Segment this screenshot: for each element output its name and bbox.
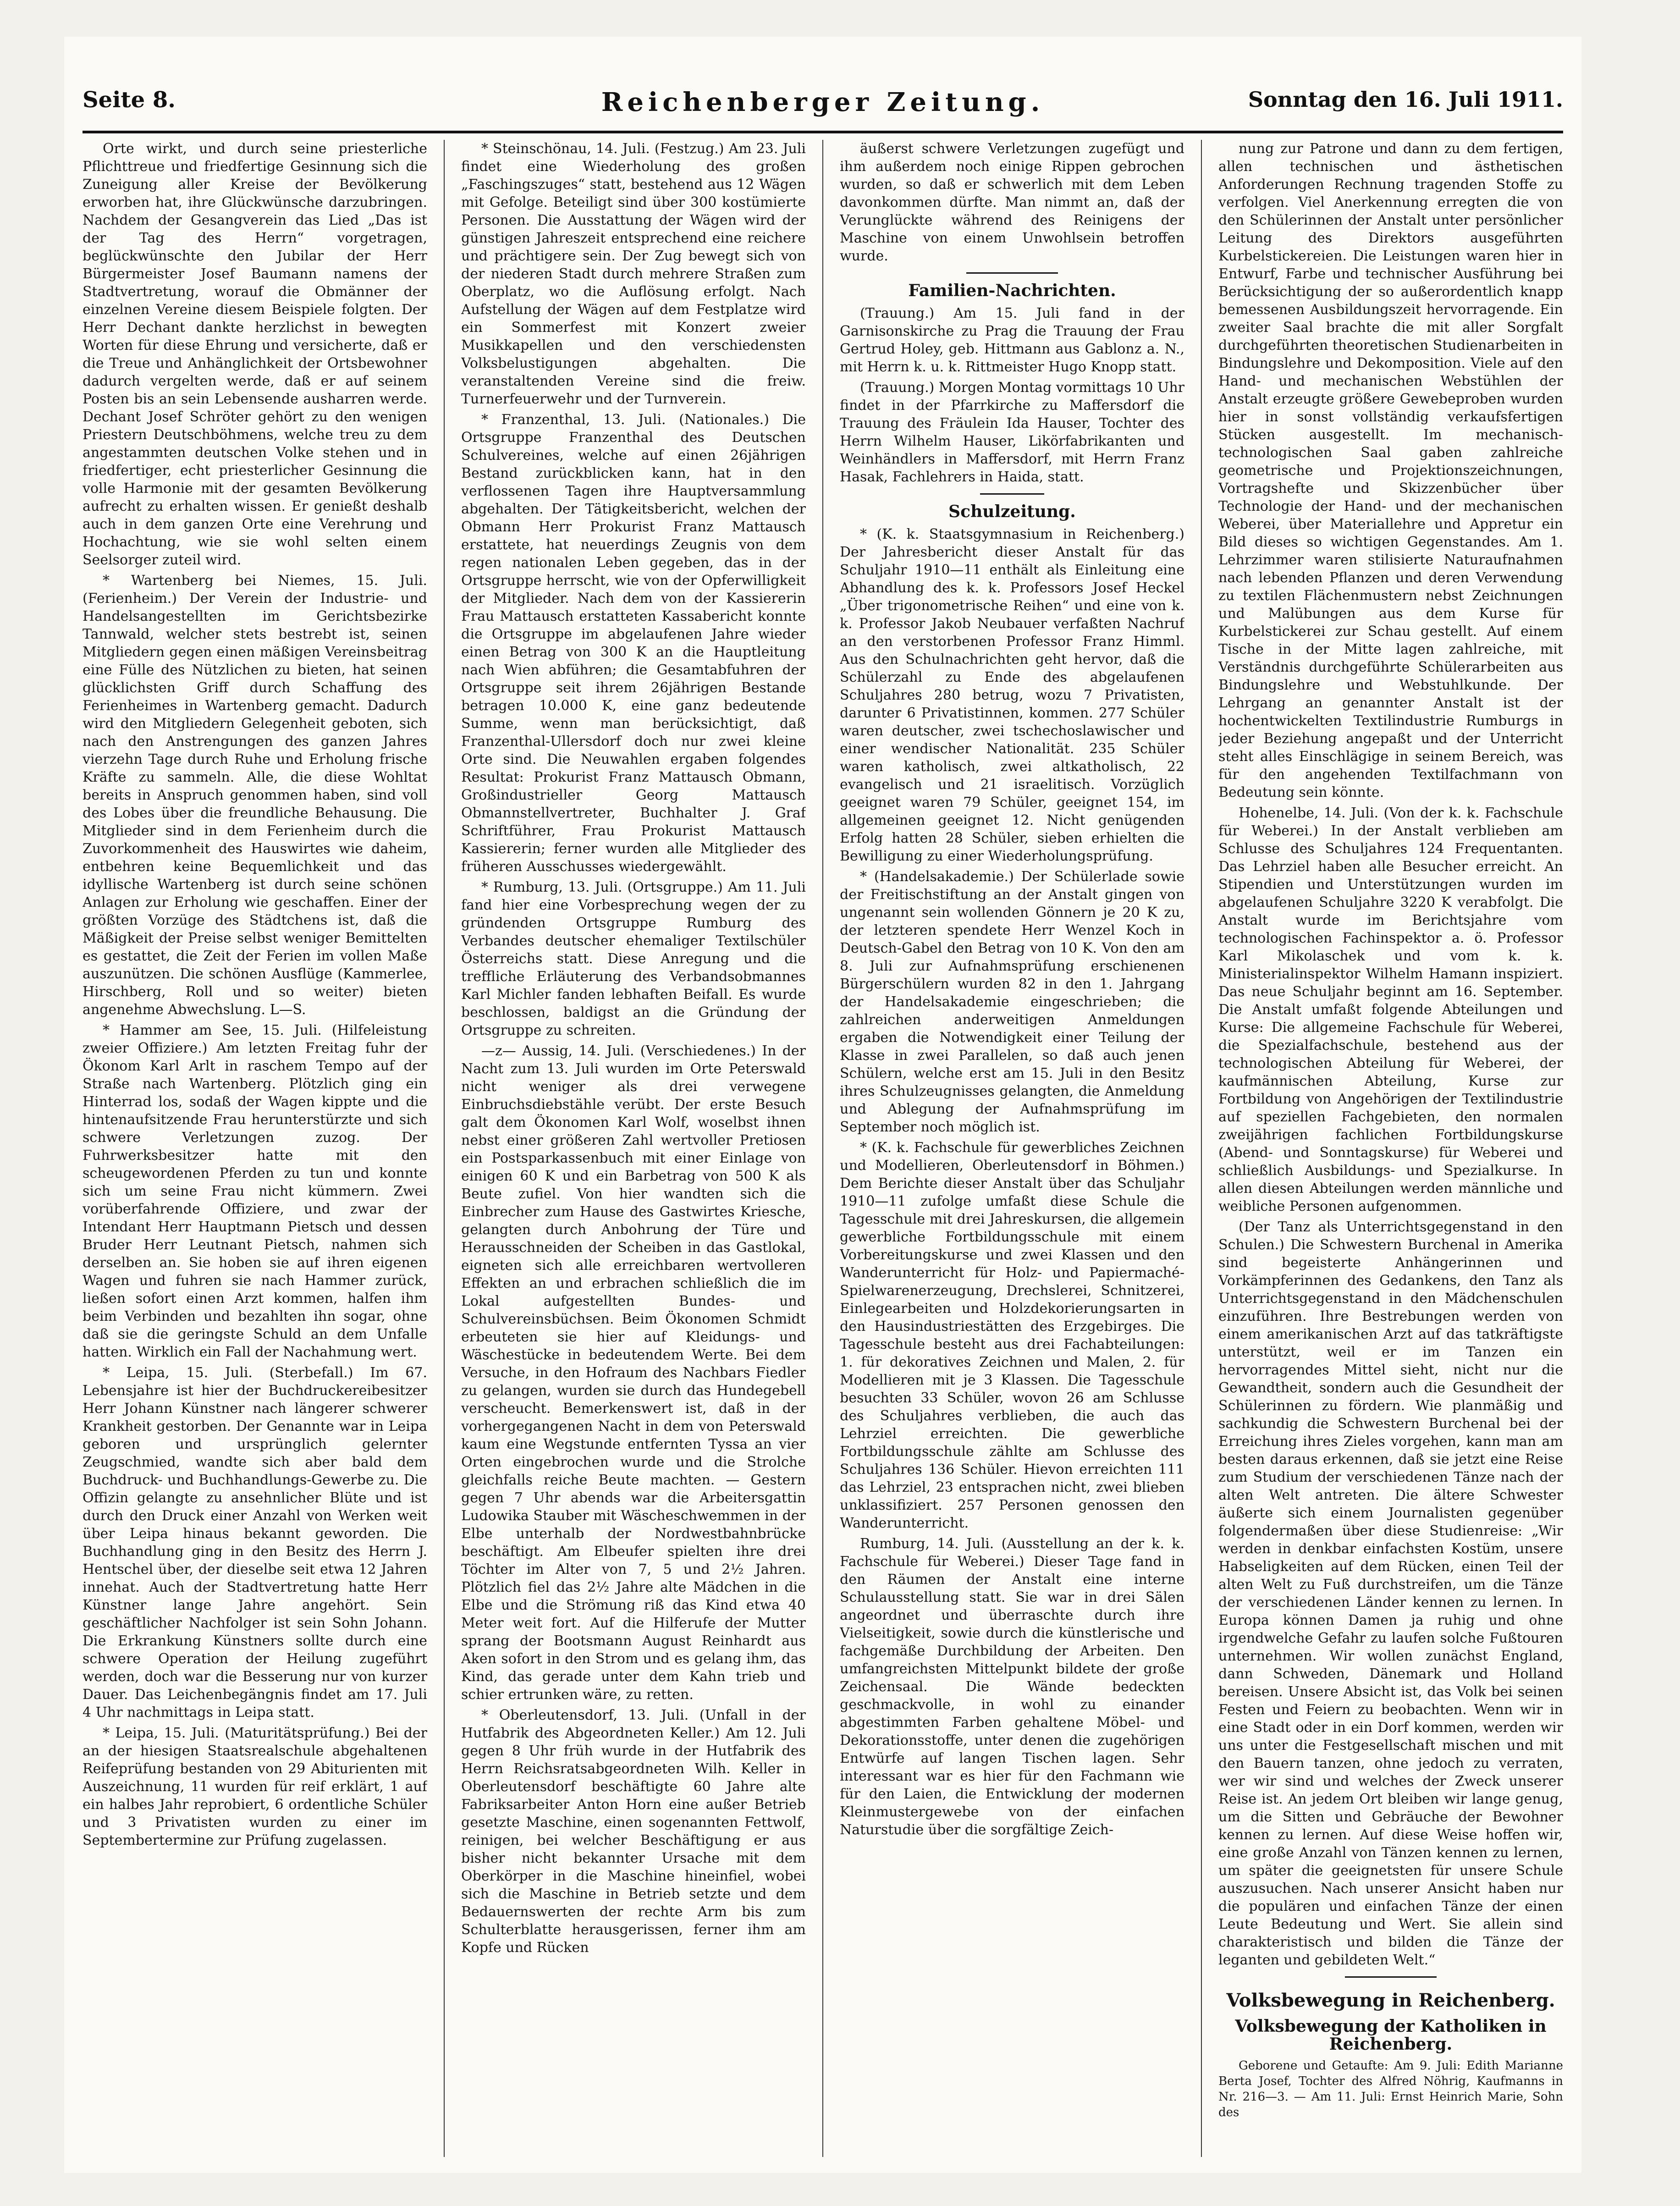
- paragraph: Geborene und Getaufte: Am 9. Juli: Edith Marianne Berta Josef, Tochter des Alfred Nöhrig, Kaufmanns in Nr. 216—3. — Am 11. Juli: Ernst Heinrich Marie, Sohn des: [1218, 2059, 1563, 2119]
- section-separator: [1345, 1976, 1437, 1978]
- column-1: [83, 140, 427, 2157]
- page-number: Seite 8.: [83, 87, 176, 113]
- paragraph: * (Handelsakademie.) Der Schülerlade sowie der Freitischstiftung an der Anstalt gingen von ungenannt sein wollenden Gönnern je 20 K zu, der letzteren spendete Herr Wenzel Koch in Deutsch-Gabel den Betrag von 10 K. Von den am 8. Juli zur Aufnahmsprüfung erschienenen Bürgerschülern wurden 82 in den 1. Jahrgang der Handelsakademie eingeschrieben; die zahlreichen anderweitigen Anmeldungen ergaben die Notwendigkeit einer Teilung der Klasse in zwei Parallelen, so daß auch jenen Schülern, welche erst am 15. Juli in den Besitz ihres Schulzeugnisses gelangten, die Anmeldung und Ablegung der Aufnahmsprüfung im September noch möglich ist.: [840, 869, 1184, 1135]
- paragraph: äußerst schwere Verletzungen zugefügt und ihm außerdem noch einige Rippen gebrochen wurden, so daß er schwerlich mit dem Leben davonkommen dürfte. Man nimmt an, daß der Verunglückte während des Reinigens der Maschine von einem Unwohlsein betroffen wurde.: [840, 141, 1184, 264]
- paragraph: * Wartenberg bei Niemes, 15. Juli. (Ferienheim.) Der Verein der Industrie- und Handelsangestellten im Gerichtsbezirke Tannwald, welcher stets bestrebt ist, seinen Mitgliedern gegen einen mäßigen Vereinsbeitrag eine Fülle des Nützlichen zu bieten, hat seinen glücklichsten Griff durch Schaffung des Ferienheimes in Wartenberg gemacht. Dadurch wird den Mitgliedern Gelegenheit geboten, sich nach den Anstrengungen des ganzen Jahres vierzehn Tage durch Ruhe und Erholung frische Kräfte zu sammeln. Alle, die diese Wohltat bereits in Anspruch genommen haben, sind voll des Lobes über die freundliche Behausung. Die Mitglieder sind in dem Ferienheim durch die Zuvorkommenheit des Hauswirtes wie daheim, entbehren keine Bequemlichkeit und das idyllische Wartenberg ist durch seine schönen Anlagen zur Erholung wie geschaffen. Einer der größten Vorzüge des Städtchens ist, daß die Mäßigkeit der Preise selbst weniger Bemittelten es gestattet, die Zeit der Ferien im vollen Maße auszunützen. Die schönen Ausflüge (Kammerlee, Hirschberg, Roll und so weiter) bieten angenehme Abwechslung. L—S.: [83, 573, 427, 1018]
- paragraph: * Leipa, 15. Juli. (Maturitätsprüfung.) Bei der an der hiesigen Staatsrealschule abgehaltenen Reifeprüfung bestanden von 29 Abiturienten mit Auszeichnung, 11 wurden für reif erklärt, 1 auf ein halbes Jahr reprobiert, 6 ordentliche Schüler und 3 Privatisten wurden zu einer im Septembertermine zur Prüfung zugelassen.: [83, 1725, 427, 1848]
- paragraph: (Trauung.) Morgen Montag vormittags 10 Uhr findet in der Pfarrkirche zu Maffersdorf die Trauung des Fräulein Ida Hauser, Tochter des Herrn Wilhelm Hauser, Likörfabrikanten und Weinhändlers in Maffersdorf, mit Herrn Franz Hasak, Fachlehrers in Haida, statt.: [840, 380, 1184, 485]
- paragraph: (Trauung.) Am 15. Juli fand in der Garnisonskirche zu Prag die Trauung der Frau Gertrud Holey, geb. Hittmann aus Gablonz a. N., mit Herrn k. u. k. Rittmeister Hugo Knopp statt.: [840, 305, 1184, 375]
- section-heading-familien: Familien-Nachrichten.: [908, 281, 1116, 300]
- paragraph: * Oberleutensdorf, 13. Juli. (Unfall in der Hutfabrik des Abgeordneten Keller.) Am 12. Juli gegen 8 Uhr früh wurde in der Hutfabrik des Herrn Reichsratsabgeordneten Wilh. Keller in Oberleutensdorf beschäftigte 60 Jahre alte Fabriksarbeiter Anton Horn eine außer Betrieb gesetzte Maschine, einen sogenannten Fettwolf, reinigen, bei welcher Beschäftigung er aus bisher nicht bekannter Ursache mit dem Oberkörper in die Maschine hineinfiel, wobei sich die Maschine in Betrieb setzte und dem Bedauernswerten der rechte Arm bis zum Schulterblatte herausgerissen, ferner ihm am Kopfe und Rücken: [461, 1707, 806, 1956]
- section-heading-volksbewegung: Volksbewegung in Reichenberg.: [1226, 1990, 1555, 2011]
- paragraph: * (K. k. Staatsgymnasium in Reichenberg.) Der Jahresbericht dieser Anstalt für das Schuljahr 1910—11 enthält als Einleitung eine Abhandlung des k. k. Professors Josef Heckel „Über trigonometrische Reihen“ und eine von k. k. Professor Jakob Neubauer verfaßten Nachruf an den verstorbenen Professor Franz Himml. Aus den Schulnachrichten geht hervor, daß die Schülerzahl zu Ende des abgelaufenen Schuljahres 280 betrug, wozu 7 Privatisten, darunter 6 Privatistinnen, kommen. 277 Schüler waren deutscher, zwei tschechoslawischer und einer wendischer Nationalität. 235 Schüler waren katholisch, zwei altkatholisch, 22 evangelisch und 21 israelitisch. Vorzüglich geeignet waren 79 Schüler, geeignet 154, im allgemeinen geeignet 12. Nicht genügenden Erfolg hatten 28 Schüler, sieben erhielten die Bewilligung zu einer Wiederholungsprüfung.: [840, 526, 1184, 864]
- paragraph: (Der Tanz als Unterrichtsgegenstand in den Schulen.) Die Schwestern Burchenal in Amerika sind begeisterte Anhängerinnen und Vorkämpferinnen des Gedankens, den Tanz als Unterrichtsgegenstand in den Mädchenschulen einzuführen. Ihre Bestrebungen werden von einem amerikanischen Arzt auf das tatkräftigste unterstützt, weil er im Tanzen ein hervorragendes Mittel sieht, nicht nur die Gewandtheit, sondern auch die Gesundheit der Schülerinnen zu fördern. Wie planmäßig und sachkundig die Schwestern Burchenal bei der Erreichung ihres Zieles vorgehen, kann man am besten daraus erkennen, daß sie jetzt eine Reise zum Studium der verschiedenen Tänze nach der alten Welt antreten. Die ältere Schwester äußerte sich einem Journalisten gegenüber folgendermaßen über diese Studienreise: „Wir werden in denkbar einfachsten Kostüm, unsere Habseligkeiten auf dem Rücken, einen Teil der alten Welt zu Fuß durchstreifen, um die Tänze der verschiedenen Länder kennen zu lernen. In Europa können Damen ja ruhig und ohne irgendwelche Gefahr zu laufen solche Fußtouren unternehmen. Wir wollen zunächst England, dann Schweden, Dänemark und Holland bereisen. Unsere Absicht ist, das Volk bei seinen Festen und Feiern zu beobachten. Wenn wir in eine Stadt oder in ein Dorf kommen, werden wir uns unter die Festgesellschaft mischen und mit den Bauern tanzen, ohne jedoch zu verraten, wer wir sind und welches der Zweck unserer Reise ist. An jedem Ort bleiben wir lange genug, um die Sitten und Gebräuche der Bewohner kennen zu lernen. Auf diese Weise hoffen wir, eine große Anzahl von Tänzen kennen zu lernen, um später die geeignetsten für unsere Schule auszusuchen. Nach unserer Ansicht haben nur die populären und einfachen Tänze der einen Leute Bedeutung und Wert. Sie allein sind charakteristisch und bilden die Tänze der leganten und gebildeten Welt.“: [1218, 1219, 1563, 1968]
- article-columns: [83, 140, 1563, 2157]
- header-rule: [83, 131, 1563, 133]
- masthead-title: Reichenberger Zeitung.: [601, 87, 1045, 117]
- column-divider: [822, 140, 823, 2157]
- page-header: [83, 87, 1563, 124]
- paragraph: * Rumburg, 13. Juli. (Ortsgruppe.) Am 11. Juli fand hier eine Vorbesprechung wegen der zu gründenden Ortsgruppe Rumburg des Verbandes deutscher ehemaliger Textilschüler Österreichs statt. Diese Anregung und die treffliche Erläuterung des Verbandsobmannes Karl Michler fanden lebhaften Beifall. Es wurde beschlossen, baldigst an die Gründung der Ortsgruppe zu schreiten.: [461, 879, 806, 1038]
- paragraph: Rumburg, 14. Juli. (Ausstellung an der k. k. Fachschule für Weberei.) Dieser Tage fand in den Räumen der Anstalt eine interne Schulausstellung statt. Sie war in drei Sälen angeordnet und überraschte durch ihre Vielseitigkeit, sowie durch die künstlerische und fachgemäße Durchbildung der Arbeiten. Den umfangreichsten Mittelpunkt bildete der große Zeichensaal. Die Wände bedeckten geschmackvolle, in wohl zu einander abgestimmten Farben gehaltene Möbel- und Dekorationsstoffe, unter denen die zugehörigen Entwürfe auf langen Tischen lagen. Sehr interessant war es hier für den Fachmann wie für den Laien, die Entwicklung der modernen Kleinmustergewebe von der einfachen Naturstudie über die sorgfältige Zeich-: [840, 1536, 1184, 1838]
- paragraph: nung zur Patrone und dann zu dem fertigen, allen technischen und ästhetischen Anforderungen Rechnung tragenden Stoffe zu verfolgen. Viel Anerkennung erregten die von den Schülerinnen der Anstalt unter persönlicher Leitung des Direktors ausgeführten Kurbelstickereien. Die Leistungen waren hier in Entwurf, Farbe und technischer Ausführung bei Berücksichtigung der so außerordentlich knapp bemessenen Ausbildungszeit hervorragende. Ein zweiter Saal brachte die mit aller Sorgfalt durchgeführten theoretischen Studienarbeiten in Bindungslehre und Dekomposition. Viele auf den Hand- und mechanischen Webstühlen der Anstalt erzeugte größere Gewebeproben wurden hier in sonst vollständig verkaufsfertigen Stücken ausgestellt. Im mechanisch-technologischen Saal gaben zahlreiche geometrische und Projektionszeichnungen, Vortragshefte und Skizzenbücher über Technologie der Hand- und der mechanischen Weberei, über Materiallehre und Appretur ein Bild dieses so wichtigen Gegenstandes. Am 1. Lehrzimmer waren stilisierte Naturaufnahmen nach lebenden Pflanzen und deren Verwendung zu textilen Flächenmustern nebst Zeichnungen und Malübungen aus dem Kurse für Kurbelstickerei zur Schau gestellt. Auf einem Tische in der Mitte lagen zahlreiche, mit Verständnis durchgeführte Schülerarbeiten aus Bindungslehre und Webstuhlkunde. Der Lehrgang an genannter Anstalt ist der hochentwickelten Textilindustrie Rumburgs in jeder Beziehung angepaßt und der Unterricht steht alles Einschlägige in seinem Bereich, was für den angehenden Textilfachmann von Bedeutung sein könnte.: [1218, 141, 1563, 800]
- page-paper: [64, 37, 1581, 2173]
- paragraph: Orte wirkt, und durch seine priesterliche Pflichttreue und friedfertige Gesinnung sich die Zuneigung aller Kreise der Bevölkerung erworben hat, ihre Glückwünsche darzubringen. Nachdem der Gesangverein das Lied „Das ist der Tag des Herrn“ vorgetragen, beglückwünschte den Jubilar der Herr Bürgermeister Josef Baumann namens der Stadtvertretung, worauf die Obmänner der einzelnen Vereine diesem Beispiele folgten. Der Herr Dechant dankte herzlichst in bewegten Worten für diese Ehrung und versicherte, daß er die Treue und Anhänglichkeit der Ortsbewohner dadurch vergelten werde, daß er auf seinem Posten bis an sein Lebensende ausharren werde. Dechant Josef Schröter gehört zu den wenigen Priestern Deutschböhmens, welche treu zu dem angestammten deutschen Volke stehen und in friedfertiger, echt priesterlicher Gesinnung die volle Harmonie mit der gesamten Bevölkerung aufrecht zu erhalten wissen. Er genießt deshalb auch in dem ganzen Orte eine Verehrung und Hochachtung, wie sie wohl selten einem Seelsorger zuteil wird.: [83, 141, 427, 568]
- column-4: [1218, 140, 1563, 2157]
- section-heading-schulzeitung: Schulzeitung.: [948, 502, 1076, 521]
- page-date: Sonntag den 16. Juli 1911.: [1248, 87, 1563, 112]
- column-3: [840, 140, 1184, 2157]
- paragraph: —z— Aussig, 14. Juli. (Verschiedenes.) In der Nacht zum 13. Juli wurden im Orte Peterswald nicht weniger als drei verwegene Einbruchsdiebstähle verübt. Der erste Besuch galt dem Ökonomen Karl Wolf, woselbst ihnen nebst einer größeren Zahl wertvoller Pretiosen ein Postsparkassenbuch mit einer Einlage von einigen 60 K und ein Barbetrag von 500 K als Beute zufiel. Von hier wandten sich die Einbrecher zum Hause des Gastwirtes Kriesche, gelangten durch Anbohrung der Türe und Herausschneiden der Scheiben in das Gastlokal, eigneten sich alle erreichbaren wertvolleren Effekten an und erbrachen schließlich die im Lokal aufgestellten Bundes- und Schulvereinsbüchsen. Beim Ökonomen Schmidt erbeuteten sie hier auf Kleidungs- und Wäschestücke in bedeutendem Werte. Bei dem Versuche, in den Hofraum des Nachbars Fiedler zu gelangen, wurden sie durch das Hundegebell verscheucht. Bemerkenswert ist, daß in der vorhergegangenen Nacht in dem von Peterswald kaum eine Wegstunde entfernten Tyssa an vier Orten eingebrochen wurde und die Strolche gleichfalls reiche Beute machten. — Gestern gegen 7 Uhr abends war die Arbeitersgattin Ludowika Stauber mit Wäscheschwemmen in der Elbe unterhalb der Nordwestbahnbrücke beschäftigt. Am Elbeufer spielten ihre drei Töchter im Alter von 7, 5 und 2½ Jahren. Plötzlich fiel das 2½ Jahre alte Mädchen in die Elbe und die Strömung riß das Kind etwa 40 Meter weit fort. Auf die Hilferufe der Mutter sprang der Bootsmann August Reinhardt aus Aken sofort in den Strom und es gelang ihm, das Kind, das gerade unter dem Kahn trieb und schier ertrunken wäre, zu retten.: [461, 1043, 806, 1703]
- subsection-heading: Volksbewegung der Katholiken in Reichenberg.: [1235, 2017, 1547, 2054]
- section-separator: [966, 272, 1058, 274]
- paragraph: * Leipa, 15. Juli. (Sterbefall.) Im 67. Lebensjahre ist hier der Buchdruckereibesitzer Herr Johann Künstner nach längerer schwerer Krankheit gestorben. Der Genannte war in Leipa geboren und ursprünglich gelernter Zeugschmied, wandte sich aber bald dem Buchdruck- und Buchhandlungs-Gewerbe zu. Die Offizin gelangte zu ansehnlicher Blüte und ist durch den Druck einer Anzahl von Werken weit über Leipa hinaus bekannt geworden. Die Buchhandlung ging in den Besitz des Herrn J. Hentschel über, der dieselbe seit etwa 12 Jahren innehat. Auch der Stadtvertretung hatte Herr Künstner lange Jahre angehört. Sein geschäftlicher Nachfolger ist sein Sohn Johann. Die Erkrankung Künstners sollte durch eine schwere Operation der Heilung zugeführt werden, doch war die Besserung nur von kurzer Dauer. Das Leichenbegängnis findet am 17. Juli 4 Uhr nachmittags in Leipa statt.: [83, 1365, 427, 1721]
- paragraph: Hohenelbe, 14. Juli. (Von der k. k. Fachschule für Weberei.) In der Anstalt verblieben am Schlusse des Schuljahres 124 Frequentanten. Das Lehrziel haben alle Besucher erreicht. An Stipendien und Unterstützungen wurden im abgelaufenen Schuljahre 3220 K verabfolgt. Die Anstalt wurde im Berichtsjahre vom technologischen Fachinspektor a. ö. Professor Karl Mikolaschek und vom k. k. Ministerialinspektor Wilhelm Hamann inspiziert. Das neue Schuljahr beginnt am 16. September. Die Anstalt umfaßt folgende Abteilungen und Kurse: Die allgemeine Fachschule für Weberei, die Spezialfachschule, bestehend aus der technologischen Abteilung für Weberei, der kaufmännischen Abteilung, Kurse zur Fortbildung von Angehörigen der Textilindustrie auf speziellen Fachgebieten, den normalen zweijährigen fachlichen Fortbildungskurse (Abend- und Sonntagskurse) für Weberei und schließlich Ausbildungs- und Spezialkurse. In allen diesen Abteilungen werden männliche und weibliche Personen aufgenommen.: [1218, 805, 1563, 1214]
- paragraph: * Franzenthal, 13. Juli. (Nationales.) Die Ortsgruppe Franzenthal des Deutschen Schulvereines, welche auf einen 26jährigen Bestand zurückblicken kann, hat in den verflossenen Tagen ihre Hauptversammlung abgehalten. Der Tätigkeitsbericht, welchen der Obmann Herr Prokurist Franz Mattausch erstattete, hat neuerdings Zeugnis von dem regen nationalen Leben gegeben, das in der Ortsgruppe herrscht, wie von der Opferwilligkeit der Mitglieder. Nach dem von der Kassiererin Frau Mattausch erstatteten Kassabericht konnte die Ortsgruppe im abgelaufenen Jahre wieder einen Betrag von 300 K an die Hauptleitung nach Wien abführen; die Gesamtabfuhren der Ortsgruppe seit ihrem 26jährigen Bestande betragen 10.000 K, eine ganz bedeutende Summe, wenn man berücksichtigt, daß Franzenthal-Ullersdorf doch nur zwei kleine Orte sind. Die Neuwahlen ergaben folgendes Resultat: Prokurist Franz Mattausch Obmann, Großindustrieller Georg Mattausch Obmannstellvertreter, Buchhalter J. Graf Schriftführer, Frau Prokurist Mattausch Kassiererin; ferner wurden alle Mitglieder des früheren Ausschusses wiedergewählt.: [461, 412, 806, 875]
- column-2: [461, 140, 806, 2157]
- column-divider: [444, 140, 445, 2157]
- paragraph: * (K. k. Fachschule für gewerbliches Zeichnen und Modellieren, Oberleutensdorf in Böhmen.) Dem Berichte dieser Anstalt über das Schuljahr 1910—11 zufolge umfaßt diese Schule die Tagesschule mit drei Jahreskursen, die allgemein gewerbliche Fortbildungsschule mit einem Vorbereitungskurse und zwei Klassen und den Wanderunterricht für Holz- und Papiermaché-Spielwarenerzeugung, Drechslerei, Schnitzerei, Einlegearbeiten und Holzdekorierungsarten in den Hausindustriestätten des Erzgebirges. Die Tagesschule besteht aus drei Fachabteilungen: 1. für dekoratives Zeichnen und Malen, 2. für Modellieren mit je 3 Klassen. Die Tagesschule besuchten 33 Schüler, wovon 26 am Schlusse des Schuljahres verblieben, die auch das Lehrziel erreichten. Die gewerbliche Fortbildungsschule zählte am Schlusse des Schuljahres 136 Schüler. Hievon erreichten 111 das Lehrziel, 23 entsprachen nicht, zwei blieben unklassifiziert. 257 Personen genossen den Wanderunterricht.: [840, 1140, 1184, 1531]
- paragraph: * Steinschönau, 14. Juli. (Festzug.) Am 23. Juli findet eine Wiederholung des großen „Faschingszuges“ statt, bestehend aus 12 Wägen mit Gefolge. Beteiligt sind über 300 kostümierte Personen. Die Ausstattung der Wägen wird der günstigen Jahreszeit entsprechend eine reichere und prächtigere sein. Der Zug bewegt sich von der niederen Stadt durch mehrere Straßen zum Oberplatz, wo die Auflösung erfolgt. Nach Aufstellung der Wägen auf dem Festplatze wird ein Sommerfest mit Konzert zweier Musikkapellen und den verschiedensten Volksbelustigungen abgehalten. Die veranstaltenden Vereine sind die freiw. Turnerfeuerwehr und der Turnverein.: [461, 141, 806, 407]
- section-separator: [980, 493, 1044, 495]
- column-divider: [1201, 140, 1202, 2157]
- paragraph: * Hammer am See, 15. Juli. (Hilfeleistung zweier Offiziere.) Am letzten Freitag fuhr der Ökonom Karl Arlt in raschem Tempo auf der Straße nach Wartenberg. Plötzlich ging ein Hinterrad los, sodaß der Wagen kippte und die hintenaufsitzende Frau herunterstürzte und sich schwere Verletzungen zuzog. Der Fuhrwerksbesitzer hatte mit den scheugewordenen Pferden zu tun und konnte sich um seine Frau nicht kümmern. Zwei vorüberfahrende Offiziere, und zwar der Intendant Herr Hauptmann Pietsch und dessen Bruder Herr Leutnant Pietsch, nahmen sich derselben an. Sie hoben sie auf ihren eigenen Wagen und fuhren sie nach Hammer zurück, ließen sofort einen Arzt kommen, halfen ihm beim Verbinden und bezahlten ihn sogar, ohne daß sie die geringste Schuld an dem Unfalle hatten. Wirklich ein Fall der Nachahmung wert.: [83, 1022, 427, 1360]
